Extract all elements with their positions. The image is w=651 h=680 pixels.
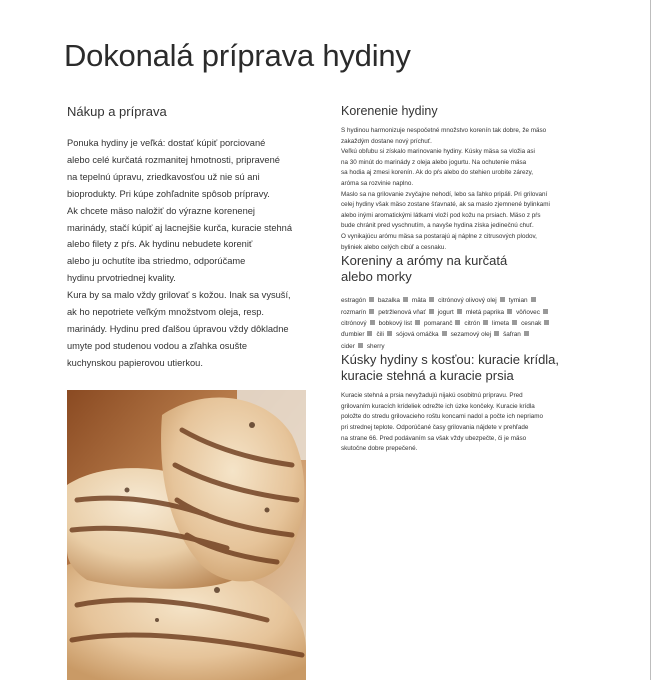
square-bullet-icon bbox=[500, 297, 505, 302]
square-bullet-icon bbox=[429, 297, 434, 302]
body-text-line: zakaždým dostane nový príchuť. bbox=[341, 137, 432, 145]
spice-row bbox=[341, 307, 581, 318]
square-bullet-icon bbox=[369, 309, 374, 314]
body-text-line: celej hydiny však mäso zostane šťavnaté, ak sa maslo zjemnené bylinkami bbox=[341, 201, 550, 209]
spice-item: mletá paprika bbox=[465, 308, 505, 316]
body-text-line: aróma sa rozvinie naplno. bbox=[341, 179, 414, 187]
seasoning-paragraph bbox=[341, 126, 581, 253]
body-text-line: sa hodia aj zmesi korenín. Ak do pŕs alebo do stehien urobíte zárezy, bbox=[341, 169, 534, 177]
spice-row bbox=[341, 295, 581, 306]
body-text-line: S hydinou harmonizuje nespočetné množstvo korenín tak dobre, že mäso bbox=[341, 127, 547, 134]
body-text-line: byliniek alebo celých cibúľ a cesnaku. bbox=[341, 243, 447, 251]
body-text-line: Kuracie stehná a prsia nevyžadujú nijakú osobitnú prípravu. Pred bbox=[341, 392, 523, 400]
square-bullet-icon bbox=[429, 309, 434, 314]
body-text-line: kuchynskou papierovou utierkou. bbox=[67, 357, 203, 368]
spice-item: šafran bbox=[503, 331, 521, 339]
body-text-line: marinády. Hydinu pred ďalšou úpravou vždy dôkladne bbox=[67, 323, 289, 334]
heading-line: kuracie stehná a kuracie prsia bbox=[341, 368, 514, 384]
square-bullet-icon bbox=[367, 331, 372, 336]
spice-row bbox=[341, 341, 581, 352]
spice-item: sójová omáčka bbox=[395, 331, 439, 339]
section-heading-spices bbox=[341, 253, 581, 285]
square-bullet-icon bbox=[358, 343, 363, 348]
spice-item: citrónový bbox=[341, 319, 367, 327]
square-bullet-icon bbox=[507, 309, 512, 314]
spice-item: čili bbox=[376, 331, 384, 339]
square-bullet-icon bbox=[524, 331, 529, 336]
section-heading-seasoning: Korenenie hydiny bbox=[341, 104, 438, 118]
body-text-line: položte do stredu grilovacieho roštu koncami nadol a počte ich nepriamo bbox=[341, 413, 543, 421]
body-text-line: na 30 minút do marinády z oleja alebo jogurtu. Na ochutenie mäsa bbox=[341, 158, 527, 166]
spice-item: estragón bbox=[341, 297, 366, 305]
square-bullet-icon bbox=[415, 320, 420, 325]
square-bullet-icon bbox=[455, 320, 460, 325]
body-text-line: bude chránit pred vyschnutím, a navyše hydina získa jedinečnú chuť. bbox=[341, 222, 534, 230]
square-bullet-icon bbox=[512, 320, 517, 325]
spice-item: rozmarín bbox=[341, 308, 367, 316]
square-bullet-icon bbox=[403, 297, 408, 302]
body-text-line: ak ho nepotriete veľkým množstvom oleja, resp. bbox=[67, 307, 265, 318]
square-bullet-icon bbox=[457, 309, 462, 314]
body-text-line: marinády, stačí kúpiť aj lacnejšie kurča, kuracie stehná bbox=[67, 222, 292, 233]
body-text-line: na strane 66. Pred podávaním sa však vždy ubezpečte, či je mäso bbox=[341, 434, 527, 442]
body-text-line: Maslo sa na grilovanie zvyčajne nehodí, lebo sa ľahko pripáli. Pri grilovaní bbox=[341, 190, 548, 198]
square-bullet-icon bbox=[369, 297, 374, 302]
spice-item: tymian bbox=[508, 297, 528, 305]
body-text-line: hydinu prvotriednej kvality. bbox=[67, 273, 176, 284]
heading-line: Koreniny a arómy na kurčatá bbox=[341, 253, 508, 269]
section-heading-bone-in-pieces bbox=[341, 352, 581, 384]
body-text-line: alebo celé kurčatá rozmanitej hmotnosti, pripravené bbox=[67, 154, 280, 165]
heading-line: alebo morky bbox=[341, 269, 412, 285]
body-text-line: alebo inými aromatickými látkami vloží pod kožu na prsiach. Mäso z pŕs bbox=[341, 211, 541, 219]
square-bullet-icon bbox=[543, 309, 548, 314]
bone-in-pieces-paragraph bbox=[341, 391, 581, 455]
square-bullet-icon bbox=[370, 320, 375, 325]
square-bullet-icon bbox=[544, 320, 549, 325]
page-title: Dokonalá príprava hydiny bbox=[64, 38, 411, 73]
spice-item: cider bbox=[341, 342, 355, 350]
right-column bbox=[341, 104, 581, 455]
square-bullet-icon bbox=[494, 331, 499, 336]
body-text-line: bioprodukty. Pri kúpe zohľadnite spôsob prípravy. bbox=[67, 188, 270, 199]
spice-item: citrónový olivový olej bbox=[438, 297, 497, 305]
spice-item: bobkový list bbox=[378, 319, 412, 327]
spice-item: jogurt bbox=[437, 308, 454, 316]
body-text-line: umyte pod studenou vodou a zľahka osušte bbox=[67, 340, 247, 351]
chicken-image bbox=[67, 390, 306, 680]
body-text-line: na tepelnú úpravu, zriedkavosťou už nie sú ani bbox=[67, 171, 260, 182]
section-heading-buying: Nákup a príprava bbox=[67, 104, 167, 119]
body-text-line: Ponuka hydiny je veľká: dostať kúpiť porciované bbox=[67, 138, 266, 148]
left-column bbox=[67, 104, 303, 372]
spice-list bbox=[341, 295, 581, 352]
body-text-line: grilovaním kuracích krídeliek odrežte ich úzke končeky. Kuracie krídla bbox=[341, 402, 535, 410]
spice-item: citrón bbox=[464, 319, 481, 327]
body-text-line: Ak chcete mäso naložiť do výrazne korenenej bbox=[67, 205, 255, 216]
body-text-line: alebo ju ochutíte iba striedmo, odporúčame bbox=[67, 256, 246, 267]
spice-item: sezamový olej bbox=[450, 331, 492, 339]
grilled-chicken-photo bbox=[67, 390, 306, 680]
spice-item: mäta bbox=[411, 297, 427, 305]
body-text-line: pri strednej teplote. Odporúčané časy grilovania nájdete v prehľade bbox=[341, 423, 529, 431]
spice-row bbox=[341, 318, 581, 329]
spice-item: cesnak bbox=[521, 319, 542, 327]
square-bullet-icon bbox=[387, 331, 392, 336]
spice-row bbox=[341, 329, 581, 340]
body-text-line: Kura by sa malo vždy grilovať s kožou. Inak sa vysuší, bbox=[67, 290, 291, 301]
body-text-line: alebo filety z pŕs. Ak hydinu nebudete koreniť bbox=[67, 239, 253, 250]
body-text-line: Veľkú obľubu si získalo marinovanie hydiny. Kúsky mäsa sa vložia asi bbox=[341, 148, 535, 156]
square-bullet-icon bbox=[483, 320, 488, 325]
body-text-line: skutočne dobre prepečené. bbox=[341, 445, 418, 453]
spice-item: vôňovec bbox=[516, 308, 540, 316]
buying-paragraph bbox=[67, 135, 303, 372]
spice-item: pomaranč bbox=[423, 319, 453, 327]
spice-item: ďumbier bbox=[341, 331, 365, 339]
square-bullet-icon bbox=[531, 297, 536, 302]
body-text-line: O vynikajúcu arómu mäsa sa postarajú aj náplne z citrusových plodov, bbox=[341, 232, 537, 240]
spice-item: bazalka bbox=[377, 297, 400, 305]
spice-item: petržlenová vňať bbox=[378, 308, 426, 316]
square-bullet-icon bbox=[442, 331, 447, 336]
heading-line: Kúsky hydiny s kosťou: kuracie krídla, bbox=[341, 352, 560, 368]
spice-item: limeta bbox=[492, 319, 510, 327]
spice-item: sherry bbox=[366, 342, 385, 350]
